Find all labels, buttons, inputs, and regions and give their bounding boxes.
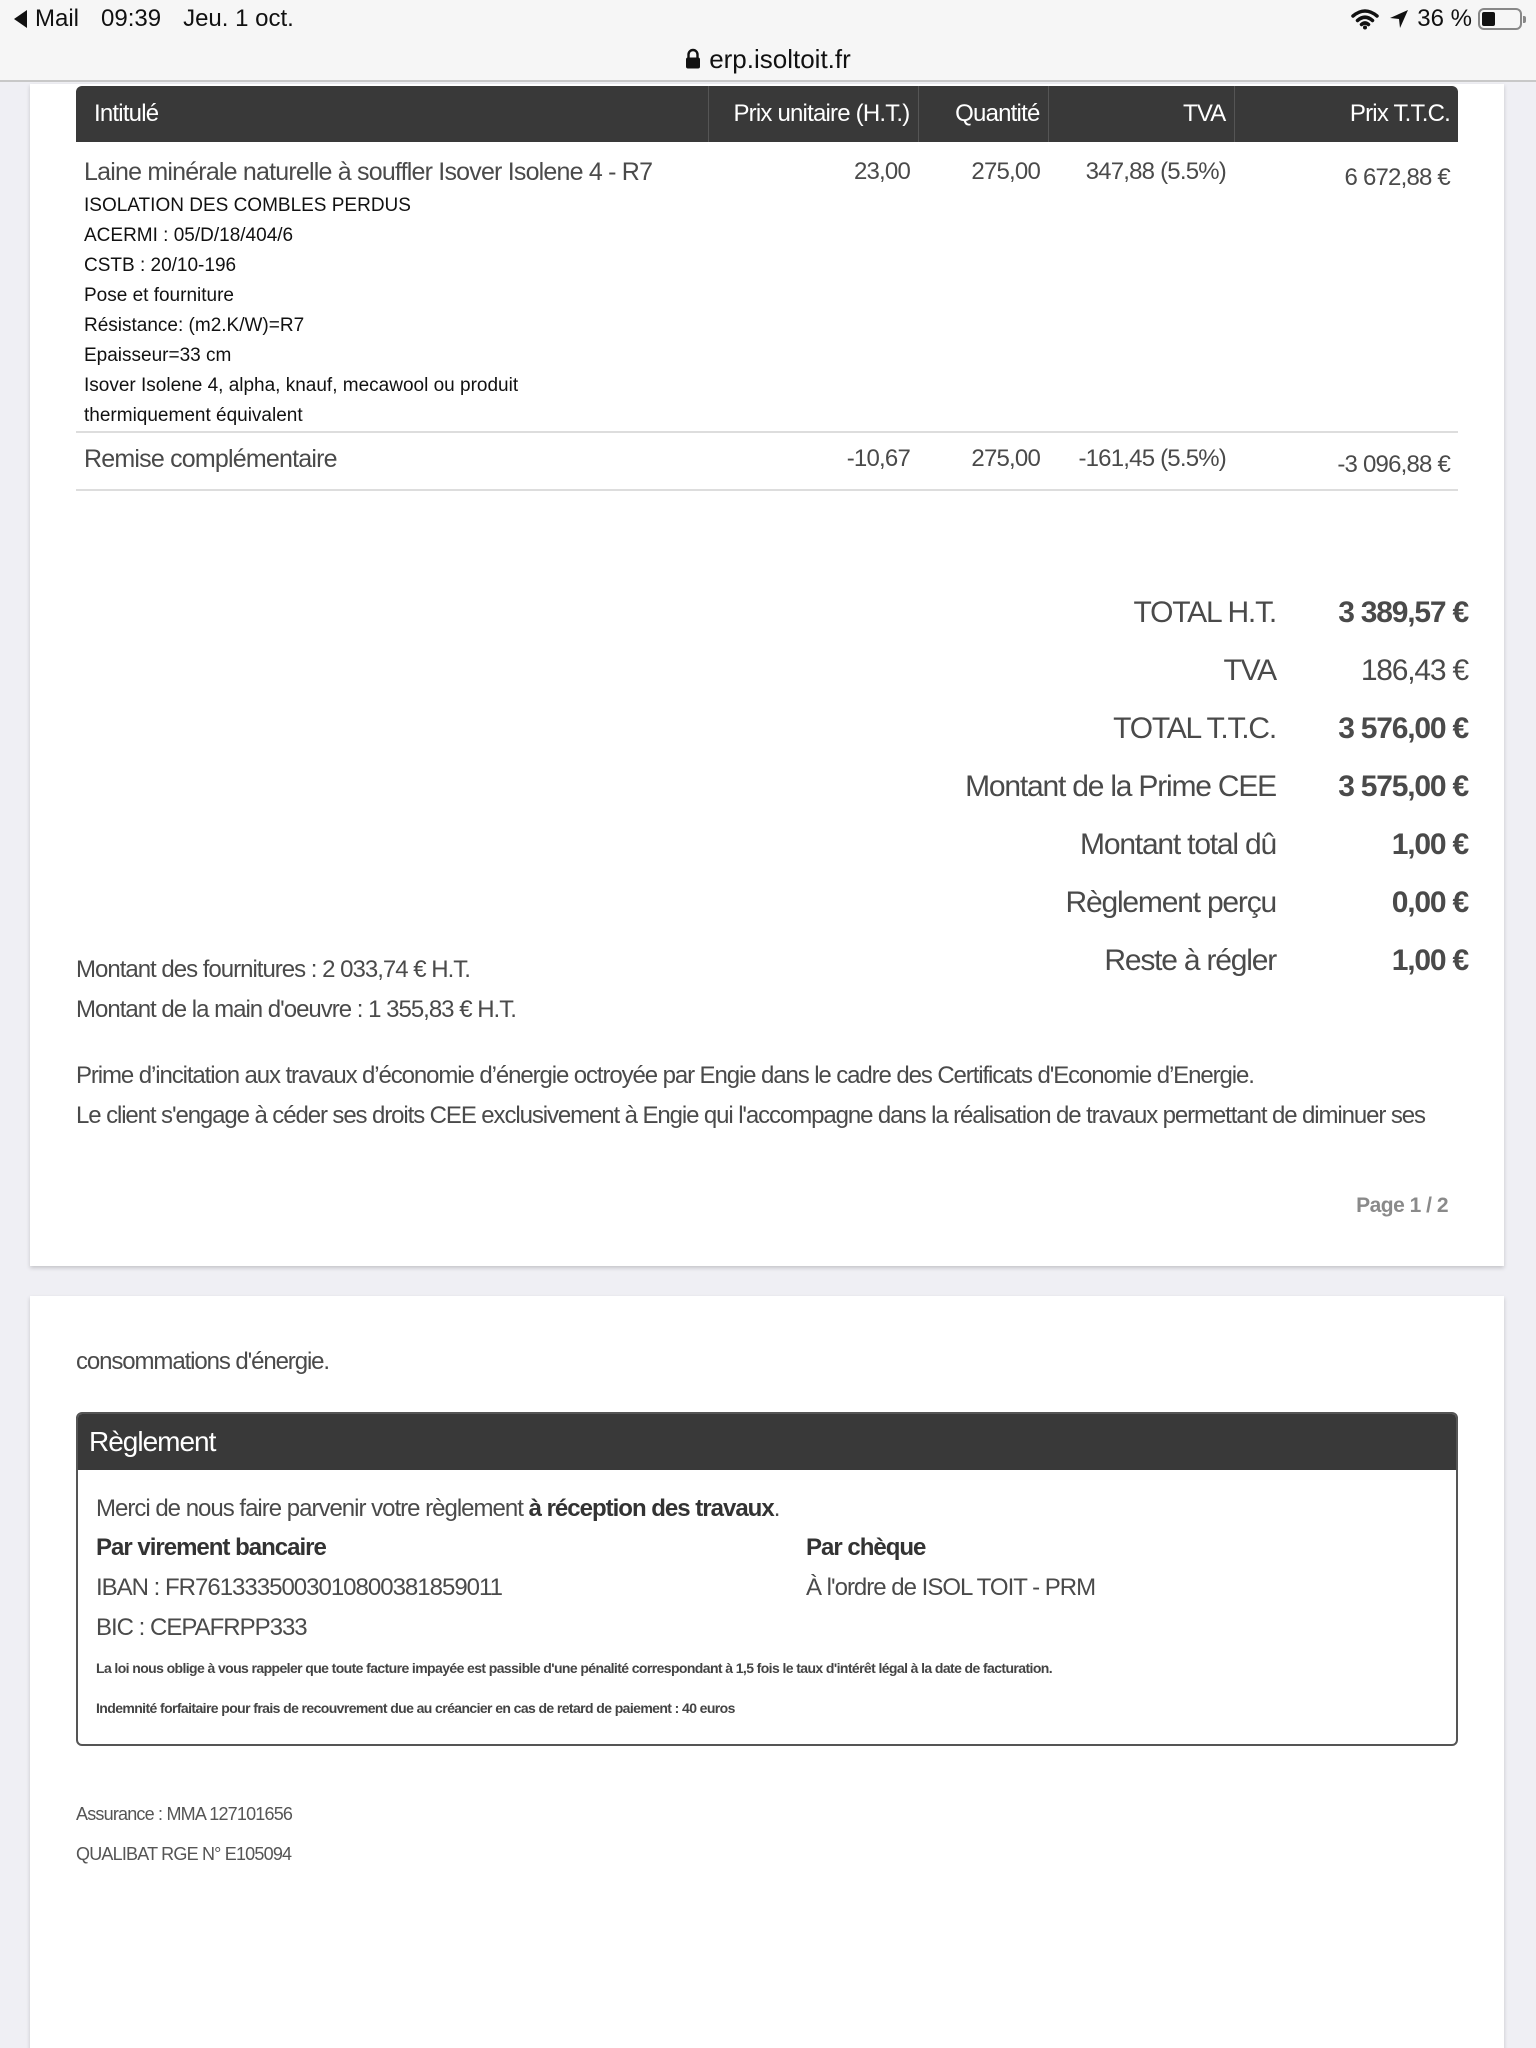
total-label: TOTAL H.T. (1133, 596, 1276, 629)
reste-a-regler-row (630, 932, 1482, 990)
bic: BIC : CEPAFRPP333 (96, 1614, 307, 1641)
quantity-cell: 275,00 (918, 432, 1048, 490)
item-cell (76, 432, 708, 490)
url-text[interactable]: erp.isoltoit.fr (709, 43, 851, 74)
reglement-intro-end: . (773, 1495, 780, 1522)
table-row (76, 142, 1458, 432)
total-du-row (630, 816, 1482, 874)
back-to-app-link[interactable]: Mail (35, 5, 80, 32)
totals-section (630, 584, 1482, 990)
total-label: Reste à régler (1104, 944, 1276, 977)
status-time: 09:39 (101, 5, 162, 32)
document-page-2 (30, 1296, 1504, 2048)
footer-info (76, 1794, 292, 1874)
item-title: Laine minérale naturelle à souffler Isover Isolene 4 - R7 (84, 158, 653, 186)
reglement-percu-row (630, 874, 1482, 932)
reglement-body (78, 1470, 1456, 1716)
total-label: TVA (1223, 654, 1276, 687)
battery-level (1482, 12, 1495, 26)
item-cell (76, 142, 708, 432)
price-ttc-cell: -3 096,88 € (1234, 432, 1458, 490)
virement-title: Par virement bancaire (96, 1534, 326, 1561)
tva-cell: -161,45 (5.5%) (1048, 432, 1234, 490)
item-description (84, 191, 708, 431)
col-header-quantity: Quantité (918, 86, 1048, 142)
total-ht-row (630, 584, 1482, 642)
total-value: 1,00 € (1391, 944, 1468, 977)
item-desc-line: Epaisseur=33 cm (84, 345, 232, 366)
tva-cell: 347,88 (5.5%) (1048, 142, 1234, 432)
total-value: 0,00 € (1391, 886, 1468, 919)
total-label: Règlement perçu (1065, 886, 1276, 919)
col-header-unit-price: Prix unitaire (H.T.) (708, 86, 918, 142)
total-label: Montant total dû (1080, 828, 1276, 861)
fournitures-amount: Montant des fournitures : 2 033,74 € H.T. (76, 956, 470, 983)
amount-notes (76, 950, 516, 1030)
battery-nub (1523, 16, 1526, 23)
back-arrow-icon[interactable] (14, 10, 27, 28)
reglement-intro (96, 1490, 1456, 1528)
item-desc-line: Isover Isolene 4, alpha, knauf, mecawool ou produit (84, 375, 519, 396)
iban: IBAN : FR7613335003010800381859011 (96, 1574, 502, 1601)
total-ttc-row (630, 700, 1482, 758)
legal-indemnity-notice: Indemnité forfaitaire pour frais de recouvrement due au créancier en cas de retard de paiement : 40 euros (96, 1700, 735, 1716)
reglement-box (76, 1412, 1458, 1746)
prime-text-line: Le client s'engage à céder ses droits CEE exclusivement à Engie qui l'accompagne dans la réalisation de travaux permettant de diminuer ses (76, 1102, 1425, 1129)
cheque-title: Par chèque (806, 1534, 926, 1561)
unit-price-cell: 23,00 (708, 142, 918, 432)
item-desc-line: CSTB : 20/10-196 (84, 255, 237, 276)
status-date: Jeu. 1 oct. (183, 5, 294, 32)
reglement-intro-text: Merci de nous faire parvenir votre règlement (96, 1495, 529, 1522)
location-arrow-icon (1389, 9, 1409, 29)
status-left (14, 5, 294, 33)
page-number: Page 1 / 2 (1356, 1194, 1448, 1217)
status-bar (0, 0, 1536, 38)
lock-icon (685, 48, 701, 70)
unit-price-cell: -10,67 (708, 432, 918, 490)
prime-text-line: Prime d’incitation aux travaux d’économie d’énergie octroyée par Engie dans le cadre des Certificats d'Economie d’Energie. (76, 1062, 1254, 1089)
prime-cee-row (630, 758, 1482, 816)
item-desc-line: Résistance: (m2.K/W)=R7 (84, 315, 305, 336)
item-title: Remise complémentaire (84, 445, 337, 473)
price-ttc-cell: 6 672,88 € (1234, 142, 1458, 432)
total-value: 3 575,00 € (1338, 770, 1468, 803)
assurance-info: Assurance : MMA 127101656 (76, 1804, 293, 1824)
virement-column (96, 1528, 502, 1648)
table-header-row (76, 86, 1458, 142)
qualibat-info: QUALIBAT RGE N° E105094 (76, 1844, 292, 1864)
reglement-intro-bold: à réception des travaux (528, 1495, 774, 1522)
status-right (1351, 5, 1522, 33)
item-desc-line: thermiquement équivalent (84, 405, 303, 426)
document-page-1 (30, 84, 1504, 1266)
col-header-tva: TVA (1048, 86, 1234, 142)
total-value: 3 576,00 € (1338, 712, 1468, 745)
table-row (76, 432, 1458, 490)
quantity-cell: 275,00 (918, 142, 1048, 432)
col-header-price-ttc: Prix T.T.C. (1234, 86, 1458, 142)
invoice-table (76, 86, 1458, 491)
total-value: 3 389,57 € (1338, 596, 1468, 629)
cheque-order: À l'ordre de ISOL TOIT - PRM (806, 1574, 1096, 1601)
battery-icon (1478, 8, 1522, 30)
battery-percent: 36 % (1417, 5, 1472, 32)
legal-penalty-notice: La loi nous oblige à vous rappeler que toute facture impayée est passible d'une pénalité correspondant à 1,5 fois le taux d'intérêt légal à la date de facturation. (96, 1660, 1053, 1676)
total-value: 1,00 € (1391, 828, 1468, 861)
item-desc-line: Pose et fourniture (84, 285, 234, 306)
total-label: Montant de la Prime CEE (965, 770, 1276, 803)
total-label: TOTAL T.T.C. (1113, 712, 1276, 745)
prime-cee-notice (76, 1056, 1425, 1136)
address-bar[interactable] (0, 38, 1536, 82)
item-desc-line: ACERMI : 05/D/18/404/6 (84, 225, 294, 246)
cheque-column (806, 1528, 1095, 1608)
total-value: 186,43 € (1360, 654, 1468, 687)
wifi-icon (1351, 8, 1379, 30)
prime-text-continuation: consommations d'énergie. (76, 1348, 329, 1375)
item-desc-line: ISOLATION DES COMBLES PERDUS (84, 195, 411, 216)
col-header-intitule: Intitulé (76, 86, 708, 142)
reglement-title: Règlement (78, 1414, 1456, 1470)
tva-row (630, 642, 1482, 700)
main-oeuvre-amount: Montant de la main d'oeuvre : 1 355,83 € H.T. (76, 996, 516, 1023)
